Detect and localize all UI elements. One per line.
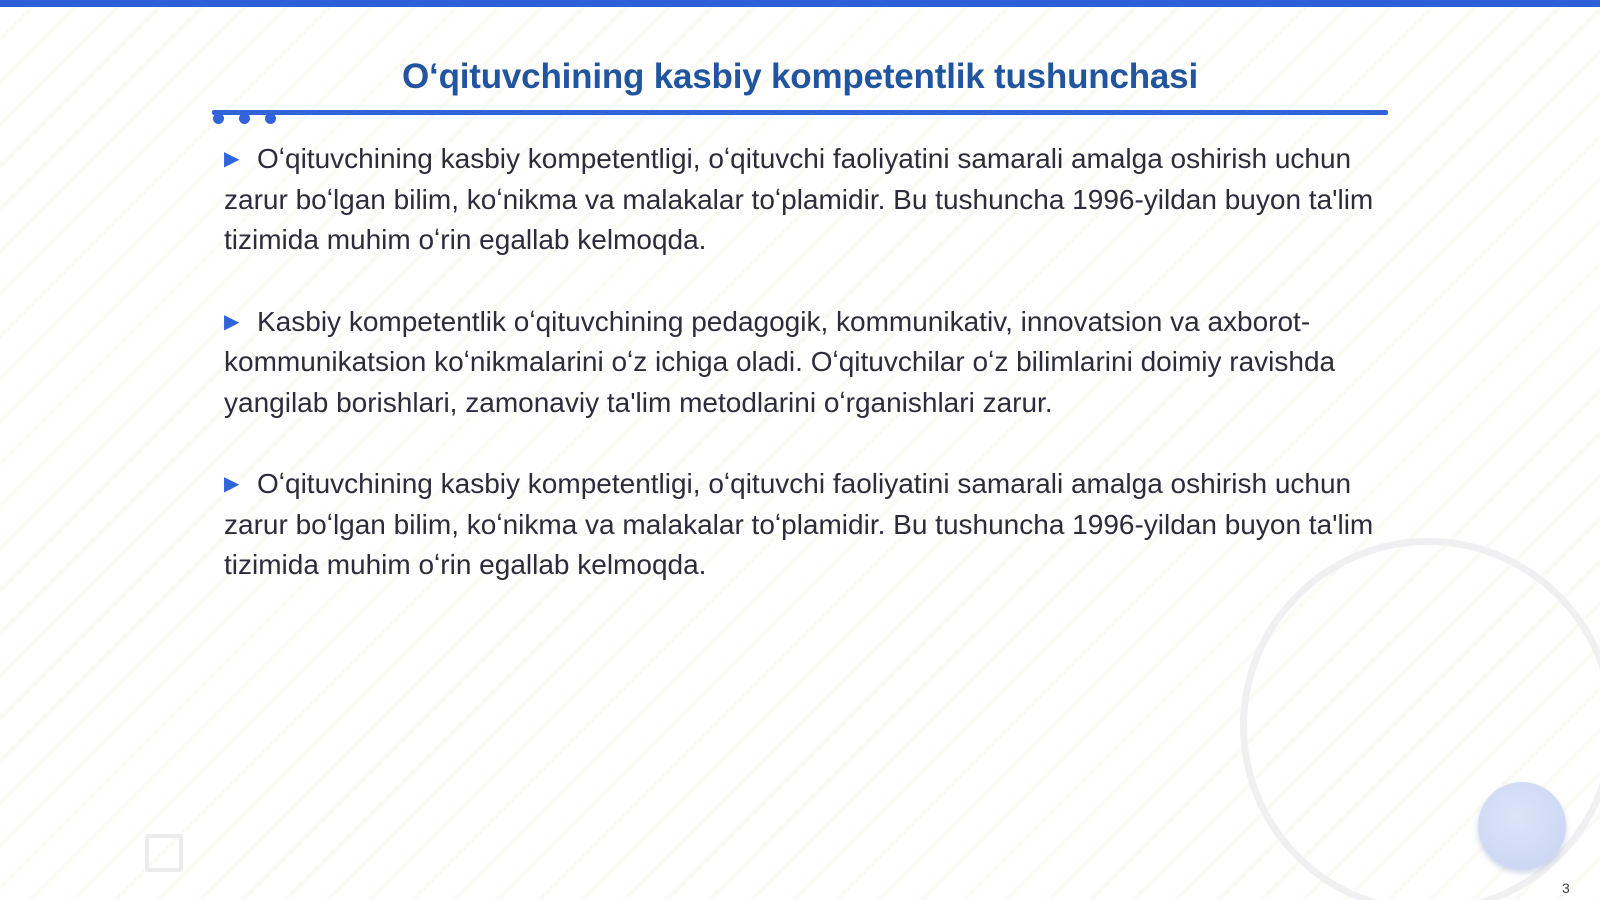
triangle-bullet-icon: ▶ <box>224 473 240 495</box>
bullet-text-2: Kasbiy kompetentlik oʻqituvchining pedagogik, kommunikativ, innovatsion va axborot-kommunikatsion koʻnikmalarini oʻz ichiga oladi. Oʻqituvchilar oʻz bilimlarini doimiy ravishda yangilab borishlari, zamonaviy ta'lim metodlarini oʻrganishlari zarur. <box>224 305 1336 418</box>
bullet-item-1 <box>224 139 1384 261</box>
title-underline <box>212 110 1388 115</box>
triangle-bullet-icon: ▶ <box>224 310 240 333</box>
decorative-square <box>145 834 183 872</box>
decorative-dot <box>265 113 276 124</box>
bullet-text-3: Oʻqituvchining kasbiy kompetentligi, oʻqituvchi faoliyatini samarali amalga oshirish uchun zarur boʻlgan bilim, koʻnikma va malakalar toʻplamidir. Bu tushuncha 1996-yildan buyon ta'lim tizimida muhim oʻrin egallab kelmoqda. <box>224 468 1374 580</box>
bullet-item-2 <box>224 302 1384 424</box>
bullet-list <box>224 139 1384 627</box>
triangle-bullet-icon: ▶ <box>224 148 240 170</box>
top-accent-bar <box>0 0 1600 7</box>
decorative-circle <box>1478 782 1566 870</box>
decorative-dot <box>239 113 250 124</box>
page-number: 3 <box>1562 880 1570 896</box>
decorative-dot <box>213 113 224 124</box>
slide-title: Oʻqituvchining kasbiy kompetentlik tushunchasi <box>402 57 1198 96</box>
bullet-item-3 <box>224 464 1384 586</box>
bullet-text-1: Oʻqituvchining kasbiy kompetentligi, oʻqituvchi faoliyatini samarali amalga oshirish uchun zarur boʻlgan bilim, koʻnikma va malakalar toʻplamidir. Bu tushuncha 1996-yildan buyon ta'lim tizimida muhim oʻrin egallab kelmoqda. <box>224 143 1374 255</box>
